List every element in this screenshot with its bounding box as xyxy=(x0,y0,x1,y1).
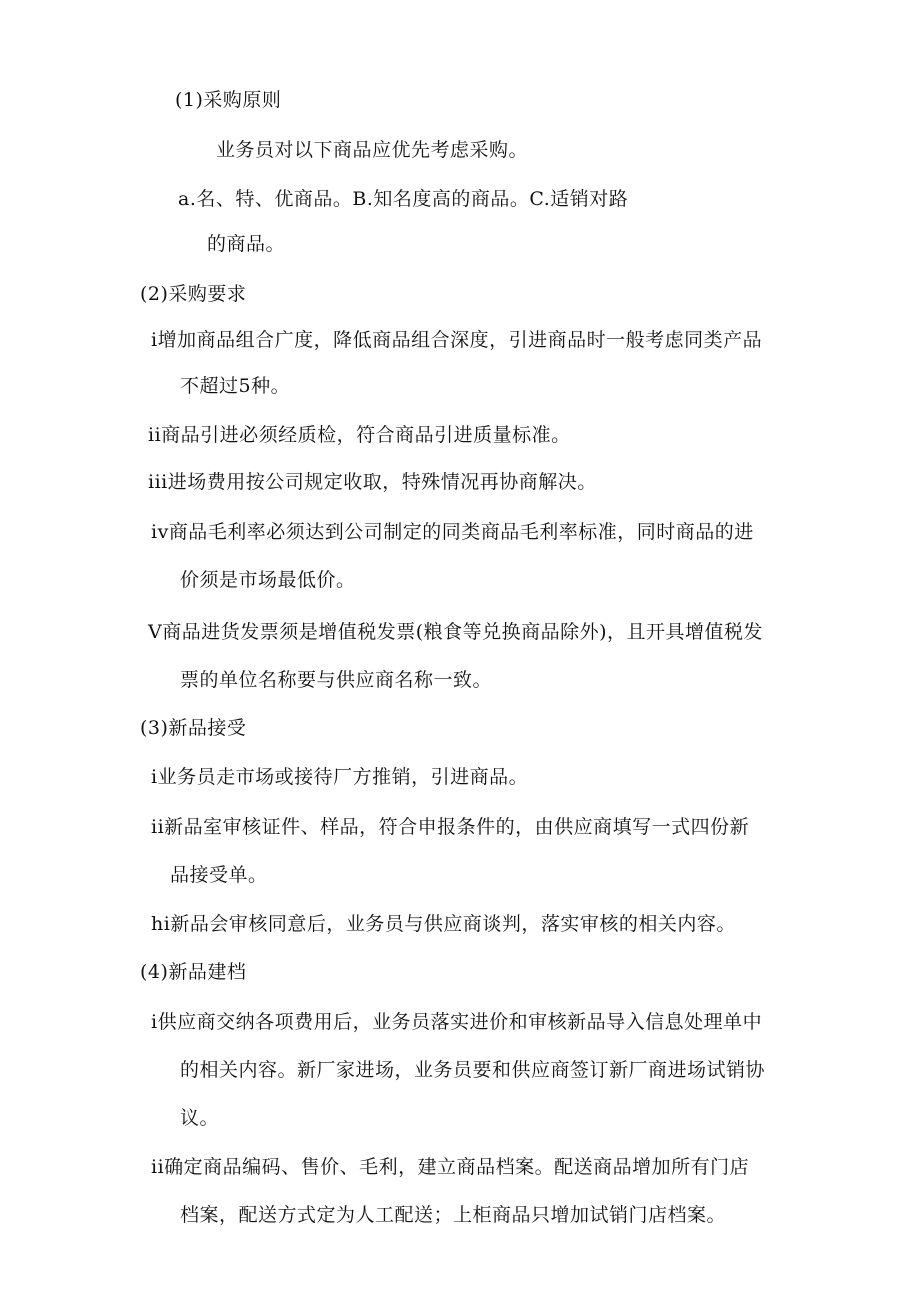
section-3-item-ii-line-1: ii新品室审核证件、样品，符合申报条件的，由供应商填写一式四份新 xyxy=(151,816,750,838)
section-3-heading: (3)新品接受 xyxy=(140,717,247,739)
section-3-item-ii-line-2: 品接受单。 xyxy=(170,864,268,886)
section-4-item-ii-line-1: ii确定商品编码、售价、毛利，建立商品档案。配送商品增加所有门店 xyxy=(151,1156,750,1178)
section-2-item-i-line-2: 不超过5种。 xyxy=(180,375,291,397)
section-1-intro: 业务员对以下商品应优先考虑采购。 xyxy=(216,139,529,161)
section-2-item-iii: iii进场费用按公司规定收取，特殊情况再协商解决。 xyxy=(148,471,597,493)
section-1-items-line-2: 的商品。 xyxy=(207,233,286,255)
section-2-item-ii: ii商品引进必须经质检，符合商品引进质量标准。 xyxy=(148,424,571,446)
section-2-item-i-line-1: i增加商品组合广度，降低商品组合深度，引进商品时一般考虑同类产品 xyxy=(151,329,763,351)
section-1-heading: (1)采购原则 xyxy=(175,89,282,111)
section-4-item-ii-line-2: 档案，配送方式定为人工配送；上柜商品只增加试销门店档案。 xyxy=(180,1204,727,1226)
section-1-items-line-1: a.名、特、优商品。B.知名度高的商品。C.适销对路 xyxy=(178,188,629,210)
section-4-item-i-line-2: 的相关内容。新厂家进场，业务员要和供应商签订新厂商进场试销协 xyxy=(180,1059,766,1081)
section-4-item-i-line-3: 议。 xyxy=(180,1107,220,1129)
section-4-item-i-line-1: i供应商交纳各项费用后，业务员落实进价和审核新品导入信息处理单中 xyxy=(151,1011,763,1033)
section-3-item-iii: hi新品会审核同意后，业务员与供应商谈判，落实审核的相关内容。 xyxy=(151,913,736,935)
section-2-item-iv-line-2: 价须是市场最低价。 xyxy=(180,569,356,591)
section-3-item-i: i业务员走市场或接待厂方推销，引进商品。 xyxy=(151,766,529,788)
section-2-item-v-line-1: V商品进货发票须是增值税发票(粮食等兑换商品除外)，且开具增值税发 xyxy=(148,621,764,643)
section-2-item-iv-line-1: iv商品毛利率必须达到公司制定的同类商品毛利率标准，同时商品的进 xyxy=(151,521,754,543)
section-2-item-v-line-2: 票的单位名称要与供应商名称一致。 xyxy=(180,669,493,691)
section-2-heading: (2)采购要求 xyxy=(140,283,247,305)
section-4-heading: (4)新品建档 xyxy=(140,961,247,983)
